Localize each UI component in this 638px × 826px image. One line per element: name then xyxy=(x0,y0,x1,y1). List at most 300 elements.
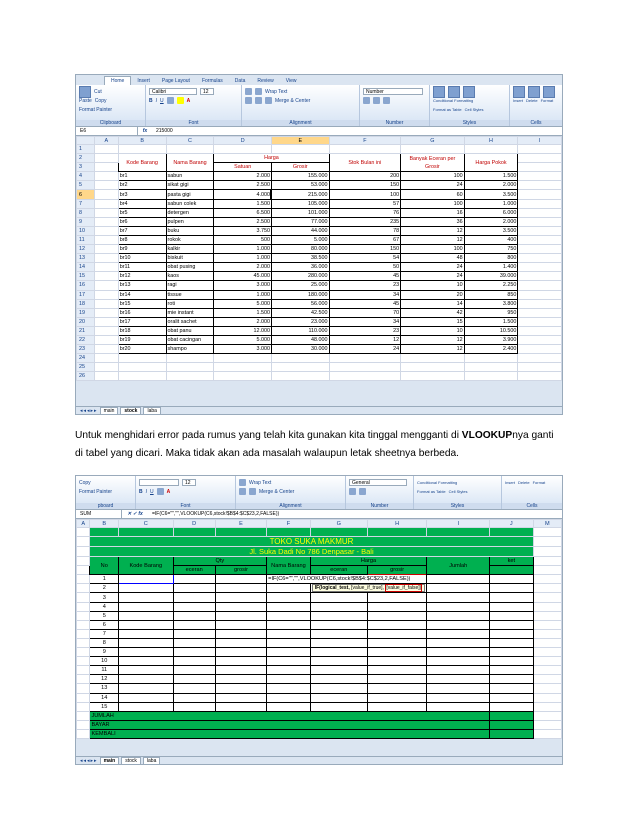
copy-button[interactable]: Copy xyxy=(94,97,107,104)
align-left-icon[interactable] xyxy=(245,97,252,104)
cell-nama[interactable]: buku xyxy=(166,226,214,235)
cell-stok[interactable]: 200 xyxy=(329,172,401,181)
cell-grosir[interactable]: 56.000 xyxy=(271,299,329,308)
cell[interactable] xyxy=(518,317,562,326)
cell-nama[interactable]: tissue xyxy=(166,290,214,299)
row-header[interactable]: 11 xyxy=(77,235,95,244)
cell-stok[interactable]: 34 xyxy=(329,290,401,299)
tab-view[interactable]: View xyxy=(285,78,297,84)
percent-icon[interactable] xyxy=(359,488,366,495)
column-header[interactable]: D xyxy=(173,520,215,528)
column-header[interactable]: C xyxy=(119,520,174,528)
row-header[interactable]: 5 xyxy=(77,181,95,190)
cell[interactable] xyxy=(94,235,118,244)
merge-center-button[interactable]: Merge & Center xyxy=(259,488,295,495)
cell-grosir[interactable]: 5.000 xyxy=(271,235,329,244)
cell-pokok[interactable]: 2.250 xyxy=(464,281,518,290)
cell-banyak[interactable]: 15 xyxy=(401,317,465,326)
row-header[interactable]: 13 xyxy=(77,254,95,263)
cell-satuan[interactable]: 2.500 xyxy=(214,217,272,226)
sheet-tab-laba[interactable]: laba xyxy=(143,407,160,415)
cell-grosir[interactable]: 42.500 xyxy=(271,308,329,317)
column-header[interactable]: A xyxy=(94,137,118,145)
cell-pokok[interactable]: 1.000 xyxy=(464,199,518,208)
cell-pokok[interactable]: 950 xyxy=(464,308,518,317)
row-header[interactable]: 2 xyxy=(77,154,95,163)
cell-kode[interactable]: br4 xyxy=(118,199,166,208)
cell-stok[interactable]: 150 xyxy=(329,245,401,254)
conditional-formatting-icon[interactable] xyxy=(433,86,445,98)
cell-satuan[interactable]: 1.000 xyxy=(214,290,272,299)
cell-pokok[interactable]: 1.400 xyxy=(464,263,518,272)
cell-pokok[interactable]: 6.000 xyxy=(464,208,518,217)
underline-icon[interactable]: U xyxy=(150,488,154,495)
cell[interactable] xyxy=(94,190,118,199)
cell-styles-icon[interactable] xyxy=(463,86,475,98)
sheet-tab-main[interactable]: main xyxy=(100,757,120,765)
row-header[interactable]: 7 xyxy=(77,199,95,208)
number-format-select[interactable]: General xyxy=(349,479,407,486)
tab-insert[interactable]: Insert xyxy=(137,78,150,84)
bold-icon[interactable]: B xyxy=(149,97,153,104)
cell-nama[interactable]: sabun colek xyxy=(166,199,214,208)
column-header[interactable]: H xyxy=(464,137,518,145)
cell[interactable] xyxy=(94,326,118,335)
column-header[interactable]: C xyxy=(166,137,214,145)
cell-pokok[interactable]: 10.500 xyxy=(464,326,518,335)
insert-button[interactable]: Insert xyxy=(513,98,524,103)
cell-banyak[interactable]: 24 xyxy=(401,181,465,190)
cell-kode[interactable]: br16 xyxy=(118,308,166,317)
cell-stok[interactable]: 50 xyxy=(329,263,401,272)
cell-grosir[interactable]: 180.000 xyxy=(271,290,329,299)
row-header[interactable]: 8 xyxy=(77,208,95,217)
sheet-tab-stock[interactable]: stock xyxy=(120,407,141,415)
row-header[interactable]: 24 xyxy=(77,354,95,363)
cell-satuan[interactable]: 5.000 xyxy=(214,299,272,308)
delete-button[interactable]: Delete xyxy=(526,98,538,103)
cell-pokok[interactable]: 400 xyxy=(464,235,518,244)
border-icon[interactable] xyxy=(157,488,164,495)
column-header[interactable]: I xyxy=(518,137,562,145)
formula-buttons-icon[interactable]: ✕ ✓ fx xyxy=(127,511,143,517)
cell-pokok[interactable]: 750 xyxy=(464,245,518,254)
align-center-icon[interactable] xyxy=(249,488,256,495)
italic-icon[interactable]: I xyxy=(155,97,158,104)
cell[interactable] xyxy=(94,272,118,281)
cell-grosir[interactable]: 80.000 xyxy=(271,245,329,254)
cell-kode[interactable]: br19 xyxy=(118,335,166,344)
cell-nama[interactable]: kalkir xyxy=(166,245,214,254)
column-header[interactable]: M xyxy=(533,520,561,528)
cell-grosir[interactable]: 48.000 xyxy=(271,335,329,344)
row-header[interactable]: 19 xyxy=(77,308,95,317)
cell[interactable] xyxy=(518,326,562,335)
cell-stok[interactable]: 23 xyxy=(329,326,401,335)
cell[interactable] xyxy=(518,308,562,317)
cell-nama[interactable]: shampo xyxy=(166,345,214,354)
cell[interactable] xyxy=(518,190,562,199)
cell-pokok[interactable]: 39.000 xyxy=(464,272,518,281)
cell[interactable] xyxy=(94,181,118,190)
cell[interactable] xyxy=(94,172,118,181)
cell-stok[interactable]: 235 xyxy=(329,217,401,226)
cell-banyak[interactable]: 48 xyxy=(401,254,465,263)
formula-input[interactable]: =IF(C6="","",VLOOKUP(C6,stock!$B$4:$C$23,2,FALSE)) xyxy=(152,511,280,517)
cell-nama[interactable]: detergen xyxy=(166,208,214,217)
cell[interactable] xyxy=(94,217,118,226)
cell-kode[interactable]: br15 xyxy=(118,299,166,308)
cell-banyak[interactable]: 24 xyxy=(401,272,465,281)
format-button[interactable]: Format xyxy=(532,480,546,485)
cell-banyak[interactable]: 42 xyxy=(401,308,465,317)
number-format-select[interactable]: Number xyxy=(363,88,423,95)
tab-review[interactable]: Review xyxy=(257,78,274,84)
cell-kode[interactable] xyxy=(119,575,174,584)
cell-nama[interactable]: oralit sachet xyxy=(166,317,214,326)
cell-styles-button[interactable]: Cell Styles xyxy=(448,489,468,494)
cell[interactable] xyxy=(94,208,118,217)
cell-satuan[interactable]: 12.000 xyxy=(214,326,272,335)
row-header[interactable]: 1 xyxy=(77,145,95,154)
cell-nama[interactable]: roti xyxy=(166,299,214,308)
cell-stok[interactable]: 78 xyxy=(329,226,401,235)
cell-pokok[interactable]: 2.000 xyxy=(464,217,518,226)
cell-nama[interactable]: pulpen xyxy=(166,217,214,226)
cell[interactable] xyxy=(518,235,562,244)
cell-nama[interactable]: obat pusing xyxy=(166,263,214,272)
align-top-icon[interactable] xyxy=(245,88,252,95)
column-header[interactable]: I xyxy=(427,520,490,528)
cell-kode[interactable]: br17 xyxy=(118,317,166,326)
cell-banyak[interactable]: 16 xyxy=(401,208,465,217)
cell-banyak[interactable]: 100 xyxy=(401,245,465,254)
paste-icon[interactable] xyxy=(79,86,91,98)
cell-satuan[interactable]: 1.500 xyxy=(214,308,272,317)
format-table-button[interactable]: Format as Table xyxy=(417,489,446,494)
cell-banyak[interactable]: 24 xyxy=(401,263,465,272)
cell-grosir[interactable]: 38.500 xyxy=(271,254,329,263)
cell[interactable] xyxy=(94,281,118,290)
corner-cell[interactable] xyxy=(77,137,95,145)
cell-nama[interactable]: biskuit xyxy=(166,254,214,263)
cell-stok[interactable]: 12 xyxy=(329,335,401,344)
column-header[interactable]: F xyxy=(329,137,401,145)
comma-icon[interactable] xyxy=(383,97,390,104)
column-header[interactable]: D xyxy=(214,137,272,145)
cell[interactable] xyxy=(518,281,562,290)
format-button[interactable]: Format xyxy=(540,98,554,103)
cell-grosir[interactable]: 25.000 xyxy=(271,281,329,290)
cell-grosir[interactable]: 155.000 xyxy=(271,172,329,181)
cell-stok[interactable]: 23 xyxy=(329,281,401,290)
conditional-formatting-button[interactable]: Conditional Formatting xyxy=(433,98,474,103)
cell-kode[interactable]: br10 xyxy=(118,254,166,263)
cell-kode[interactable]: br13 xyxy=(118,281,166,290)
cell-stok[interactable]: 45 xyxy=(329,299,401,308)
tab-data[interactable]: Data xyxy=(234,78,246,84)
wrap-text-button[interactable]: Wrap Text xyxy=(249,479,272,486)
column-header[interactable]: B xyxy=(90,520,119,528)
percent-icon[interactable] xyxy=(373,97,380,104)
cell[interactable] xyxy=(94,335,118,344)
cell[interactable] xyxy=(518,254,562,263)
cell[interactable] xyxy=(94,345,118,354)
cell-pokok[interactable]: 800 xyxy=(464,254,518,263)
cell-kode[interactable]: br2 xyxy=(118,181,166,190)
cell-banyak[interactable]: 12 xyxy=(401,335,465,344)
underline-icon[interactable]: U xyxy=(160,97,164,104)
cell[interactable] xyxy=(518,208,562,217)
format-table-button[interactable]: Format as Table xyxy=(433,107,462,112)
cell-pokok[interactable]: 3.900 xyxy=(464,335,518,344)
cell[interactable] xyxy=(518,299,562,308)
format-painter-button[interactable]: Format Painter xyxy=(79,106,113,113)
align-right-icon[interactable] xyxy=(265,97,272,104)
row-header[interactable]: 26 xyxy=(77,372,95,381)
cell[interactable] xyxy=(94,317,118,326)
cell-kode[interactable]: br20 xyxy=(118,345,166,354)
cell-banyak[interactable]: 12 xyxy=(401,345,465,354)
cell[interactable] xyxy=(94,226,118,235)
cell-kode[interactable]: br12 xyxy=(118,272,166,281)
tab-home[interactable]: Home xyxy=(104,76,131,85)
cell[interactable] xyxy=(94,199,118,208)
cell-grosir[interactable]: 30.000 xyxy=(271,345,329,354)
cell-kode[interactable]: br9 xyxy=(118,245,166,254)
cell-satuan[interactable]: 1.000 xyxy=(214,245,272,254)
row-header[interactable]: 23 xyxy=(77,345,95,354)
cell-satuan[interactable]: 45.000 xyxy=(214,272,272,281)
row-header[interactable]: 21 xyxy=(77,326,95,335)
font-size-select[interactable]: 12 xyxy=(200,88,214,95)
cell-banyak[interactable]: 12 xyxy=(401,226,465,235)
cell-stok[interactable]: 54 xyxy=(329,254,401,263)
row-header[interactable]: 20 xyxy=(77,317,95,326)
cell-banyak[interactable]: 100 xyxy=(401,199,465,208)
row-header[interactable]: 18 xyxy=(77,299,95,308)
font-name-select[interactable]: Calibri xyxy=(149,88,197,95)
merge-center-button[interactable]: Merge & Center xyxy=(275,97,311,104)
sheet-nav-arrows-icon[interactable]: ◂◂◂▸▸ xyxy=(80,407,98,414)
cell-satuan[interactable]: 2.000 xyxy=(214,172,272,181)
cell-nama[interactable]: obat cacingan xyxy=(166,335,214,344)
cell-satuan[interactable]: 1.000 xyxy=(214,254,272,263)
cell-nama[interactable]: kaos xyxy=(166,272,214,281)
row-header[interactable]: 15 xyxy=(77,272,95,281)
formula-edit-cell[interactable]: =IF(C6="","",VLOOKUP(C6,stock!$B$4:$C$23,2,FALSE)) xyxy=(267,575,427,584)
align-center-icon[interactable] xyxy=(255,97,262,104)
row-header[interactable]: 22 xyxy=(77,335,95,344)
cell-kode[interactable]: br3 xyxy=(118,190,166,199)
name-box[interactable]: E6 xyxy=(76,127,138,135)
cell-stok[interactable]: 100 xyxy=(329,190,401,199)
name-box[interactable]: SUM xyxy=(76,510,122,518)
cell-banyak[interactable]: 100 xyxy=(401,172,465,181)
sheet-tab-main[interactable]: main xyxy=(100,407,119,415)
paste-button[interactable]: Paste xyxy=(79,97,92,104)
cell-banyak[interactable]: 36 xyxy=(401,217,465,226)
format-table-icon[interactable] xyxy=(448,86,460,98)
copy-button[interactable]: Copy xyxy=(79,479,91,486)
column-header[interactable]: G xyxy=(310,520,367,528)
cell-satuan[interactable]: 4.000 xyxy=(214,190,272,199)
cell-satuan[interactable]: 3.000 xyxy=(214,345,272,354)
cell-kode[interactable]: br6 xyxy=(118,217,166,226)
cell-stok[interactable]: 34 xyxy=(329,317,401,326)
cell[interactable] xyxy=(518,272,562,281)
format-icon[interactable] xyxy=(543,86,555,98)
cell[interactable] xyxy=(518,290,562,299)
cell-satuan[interactable]: 5.000 xyxy=(214,335,272,344)
cell-grosir[interactable]: 36.000 xyxy=(271,263,329,272)
column-header[interactable]: G xyxy=(401,137,465,145)
cell-banyak[interactable]: 10 xyxy=(401,281,465,290)
cell-stok[interactable]: 70 xyxy=(329,308,401,317)
cell-banyak[interactable]: 60 xyxy=(401,190,465,199)
cell-kode[interactable]: br7 xyxy=(118,226,166,235)
column-header[interactable]: J xyxy=(490,520,533,528)
format-painter-button[interactable]: Format Painter xyxy=(79,488,113,495)
row-header[interactable]: 9 xyxy=(77,217,95,226)
cell-stok[interactable]: 24 xyxy=(329,345,401,354)
cell[interactable] xyxy=(518,335,562,344)
row-header[interactable]: 12 xyxy=(77,245,95,254)
cell-banyak[interactable]: 14 xyxy=(401,299,465,308)
border-icon[interactable] xyxy=(167,97,174,104)
conditional-formatting-button[interactable]: Conditional Formatting xyxy=(417,480,458,485)
cell-kode[interactable]: br8 xyxy=(118,235,166,244)
cell-kode[interactable]: br11 xyxy=(118,263,166,272)
cell[interactable] xyxy=(518,172,562,181)
cell-satuan[interactable]: 500 xyxy=(214,235,272,244)
cell-nama[interactable]: mie instant xyxy=(166,308,214,317)
cell-styles-button[interactable]: Cell Styles xyxy=(464,107,484,112)
cell[interactable] xyxy=(94,299,118,308)
cell-stok[interactable]: 57 xyxy=(329,199,401,208)
cell-pokok[interactable]: 3.500 xyxy=(464,226,518,235)
cell-grosir[interactable]: 110.000 xyxy=(271,326,329,335)
cell-satuan[interactable]: 3.750 xyxy=(214,226,272,235)
cell-pokok[interactable]: 3.800 xyxy=(464,299,518,308)
cell-pokok[interactable]: 2.000 xyxy=(464,181,518,190)
cell[interactable] xyxy=(94,308,118,317)
cell-satuan[interactable]: 6.500 xyxy=(214,208,272,217)
cell-pokok[interactable]: 850 xyxy=(464,290,518,299)
cell[interactable] xyxy=(94,290,118,299)
font-color-icon[interactable]: A xyxy=(166,488,171,495)
italic-icon[interactable]: I xyxy=(145,488,148,495)
column-header[interactable]: E xyxy=(271,137,329,145)
cell-satuan[interactable]: 2.500 xyxy=(214,181,272,190)
column-header[interactable]: B xyxy=(118,137,166,145)
cell-pokok[interactable]: 1.500 xyxy=(464,172,518,181)
cell[interactable] xyxy=(518,263,562,272)
tab-formulas[interactable]: Formulas xyxy=(201,78,223,84)
cell-stok[interactable]: 45 xyxy=(329,272,401,281)
sheet-tab-stock[interactable]: stock xyxy=(121,757,141,765)
cell-pokok[interactable]: 3.500 xyxy=(464,190,518,199)
cell-grosir[interactable]: 105.000 xyxy=(271,199,329,208)
cell[interactable] xyxy=(94,245,118,254)
cell-pokok[interactable]: 1.500 xyxy=(464,317,518,326)
row-header[interactable]: 25 xyxy=(77,363,95,372)
cell-grosir[interactable]: 77.000 xyxy=(271,217,329,226)
cell-grosir[interactable]: 215.000 xyxy=(271,190,329,199)
row-header[interactable]: 17 xyxy=(77,290,95,299)
font-size-select[interactable]: 12 xyxy=(182,479,196,486)
currency-icon[interactable] xyxy=(349,488,356,495)
cell-kode[interactable]: br18 xyxy=(118,326,166,335)
row-header[interactable]: 10 xyxy=(77,226,95,235)
column-header[interactable]: F xyxy=(267,520,311,528)
column-header[interactable]: A xyxy=(77,520,90,528)
cell-banyak[interactable]: 10 xyxy=(401,326,465,335)
cell-kode[interactable]: br14 xyxy=(118,290,166,299)
cell-banyak[interactable]: 20 xyxy=(401,290,465,299)
orientation-icon[interactable] xyxy=(255,88,262,95)
sheet-nav-arrows-icon[interactable]: ◂◂◂▸▸ xyxy=(80,757,98,764)
row-header[interactable]: 16 xyxy=(77,281,95,290)
cell-satuan[interactable]: 1.500 xyxy=(214,199,272,208)
cell-stok[interactable]: 150 xyxy=(329,181,401,190)
cell-grosir[interactable]: 23.000 xyxy=(271,317,329,326)
cell-pokok[interactable]: 2.400 xyxy=(464,345,518,354)
fx-icon[interactable]: fx xyxy=(142,128,148,134)
delete-button[interactable]: Delete xyxy=(518,480,530,485)
tab-page-layout[interactable]: Page Layout xyxy=(161,78,190,84)
cell[interactable] xyxy=(94,263,118,272)
wrap-text-button[interactable]: Wrap Text xyxy=(265,88,288,95)
cell[interactable] xyxy=(518,199,562,208)
align-left-icon[interactable] xyxy=(239,488,246,495)
cell-satuan[interactable]: 2.000 xyxy=(214,263,272,272)
cell-grosir[interactable]: 280.000 xyxy=(271,272,329,281)
cell[interactable] xyxy=(518,245,562,254)
cell-grosir[interactable]: 44.000 xyxy=(271,226,329,235)
cell-nama[interactable]: rokok xyxy=(166,235,214,244)
cut-button[interactable]: Cut xyxy=(94,88,102,95)
sheet-tab-laba[interactable]: laba xyxy=(143,757,160,765)
cell-grosir[interactable]: 53.000 xyxy=(271,181,329,190)
cell-grosir[interactable]: 101.000 xyxy=(271,208,329,217)
cell-nama[interactable]: pasta gigi xyxy=(166,190,214,199)
cell[interactable] xyxy=(518,226,562,235)
column-header[interactable]: H xyxy=(367,520,426,528)
cell-banyak[interactable]: 12 xyxy=(401,235,465,244)
cell-satuan[interactable]: 2.000 xyxy=(214,317,272,326)
cell[interactable] xyxy=(518,217,562,226)
bold-icon[interactable]: B xyxy=(139,488,143,495)
currency-icon[interactable] xyxy=(363,97,370,104)
cell-kode[interactable]: br5 xyxy=(118,208,166,217)
cell-stok[interactable]: 67 xyxy=(329,235,401,244)
row-header[interactable]: 3 xyxy=(77,163,95,172)
delete-icon[interactable] xyxy=(528,86,540,98)
insert-icon[interactable] xyxy=(513,86,525,98)
column-header[interactable]: E xyxy=(215,520,266,528)
cell-kode[interactable]: br1 xyxy=(118,172,166,181)
insert-button[interactable]: Insert xyxy=(505,480,516,485)
cell[interactable] xyxy=(518,181,562,190)
cell-nama[interactable]: sikat gigi xyxy=(166,181,214,190)
cell-nama[interactable]: sabun xyxy=(166,172,214,181)
formula-input[interactable]: 215000 xyxy=(156,128,173,134)
cell-nama[interactable]: ragi xyxy=(166,281,214,290)
row-header[interactable]: 6 xyxy=(77,190,95,199)
cell[interactable] xyxy=(94,254,118,263)
cell-satuan[interactable]: 3.000 xyxy=(214,281,272,290)
